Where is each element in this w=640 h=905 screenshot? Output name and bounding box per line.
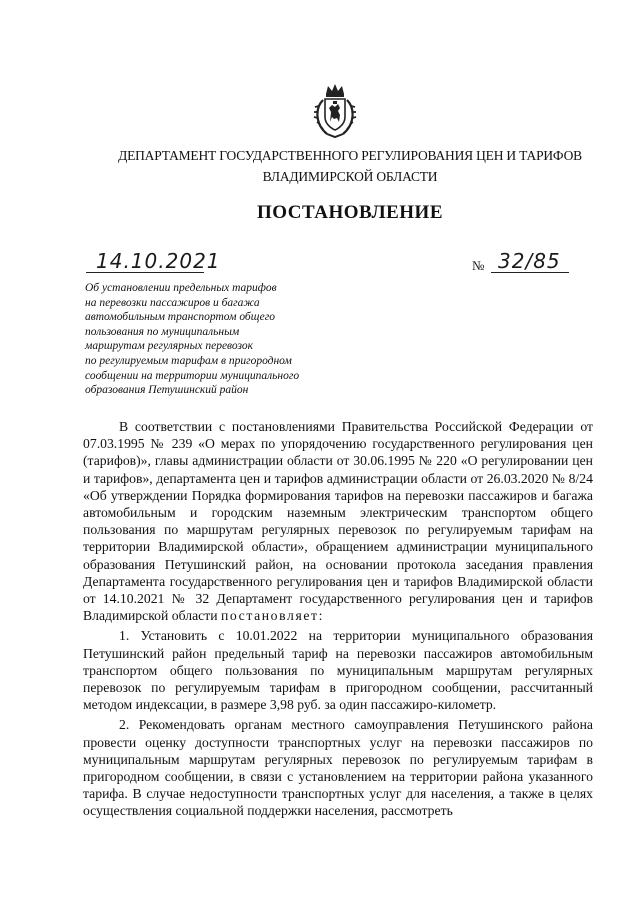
preamble-paragraph bbox=[83, 418, 593, 624]
document-title: ПОСТАНОВЛЕНИЕ bbox=[256, 202, 444, 223]
subject-line: автомобильным транспортом общего bbox=[85, 311, 276, 324]
subject-line: маршрутам регулярных перевозок bbox=[85, 340, 253, 353]
number-label: № bbox=[472, 258, 485, 273]
subject-line: сообщении на территории муниципального bbox=[85, 369, 300, 382]
department-name-line1: ДЕПАРТАМЕНТ ГОСУДАРСТВЕННОГО РЕГУЛИРОВАНИЯ ЦЕН И ТАРИФОВ bbox=[118, 148, 582, 163]
document-date: 14.10.2021 bbox=[96, 249, 221, 273]
item-1-paragraph: 1. Установить с 10.01.2022 на территории муниципального образования Петушинский район предельный тариф на перевозки пассажиров автомобильным транспортом общего пользования по муниципальным маршрутам регулярных перевозок по регулируемым тарифам в пригородном сообщении, рассчитанный методом индексации, в размере 3,98 руб. за один пассажиро-километр. bbox=[83, 628, 593, 713]
subject-line: на перевозки пассажиров и багажа bbox=[85, 296, 260, 309]
subject-line: по регулируемым тарифам в пригородном bbox=[85, 354, 292, 367]
item-2-paragraph: 2. Рекомендовать органам местного самоуправления Петушинского района провести оценку доступности транспортных услуг на перевозки пассажиров по муниципальным маршрутам регулярных перевозок по регулируемым тарифам в пригородном сообщении, в связи с установлением на территории района указанного тарифа. В случае недоступности транспортных услуг для населения, а также в целях осуществления социальной поддержки населения, рассмотреть bbox=[83, 717, 593, 819]
document-number: 32/85 bbox=[498, 249, 561, 273]
resolves-word: постановляет: bbox=[220, 608, 324, 624]
department-name-line2: ВЛАДИМИРСКОЙ ОБЛАСТИ bbox=[262, 169, 438, 184]
document-body bbox=[83, 418, 593, 820]
date-underline bbox=[86, 272, 204, 273]
preamble-text: В соответствии с постановлениями Правительства Российской Федерации от 07.03.1995 № 239 «О мерах по упорядочению государственного регулирования цен (тарифов)», главы администрации области от 30.06.1995 № 220 «О регулировании цен и тарифов», департамента цен и тарифов администрации области от 26.03.2020 № 8/24 «Об утверждении Порядка формирования тарифов на перевозки пассажиров и багажа автомобильным и городским наземным электрическим транспортом общего пользования по маршрутам регулярных перевозок по регулируемым тарифам на территории Владимирской области», обращением администрации муниципального образования Петушинский район, на основании протокола заседания правления Департамента государственного регулирования цен и тарифов Владимирской области от 14.10.2021 № 32 Департамент государственного регулирования цен и тарифов Владимирской области bbox=[83, 419, 593, 624]
subject-line: пользования по муниципальным bbox=[85, 325, 240, 338]
subject-line: Об установлении предельных тарифов bbox=[85, 282, 277, 294]
subject-line: образования Петушинский район bbox=[85, 384, 249, 397]
coat-of-arms-icon bbox=[313, 82, 357, 140]
number-underline bbox=[491, 272, 569, 273]
document-subject bbox=[85, 281, 385, 398]
